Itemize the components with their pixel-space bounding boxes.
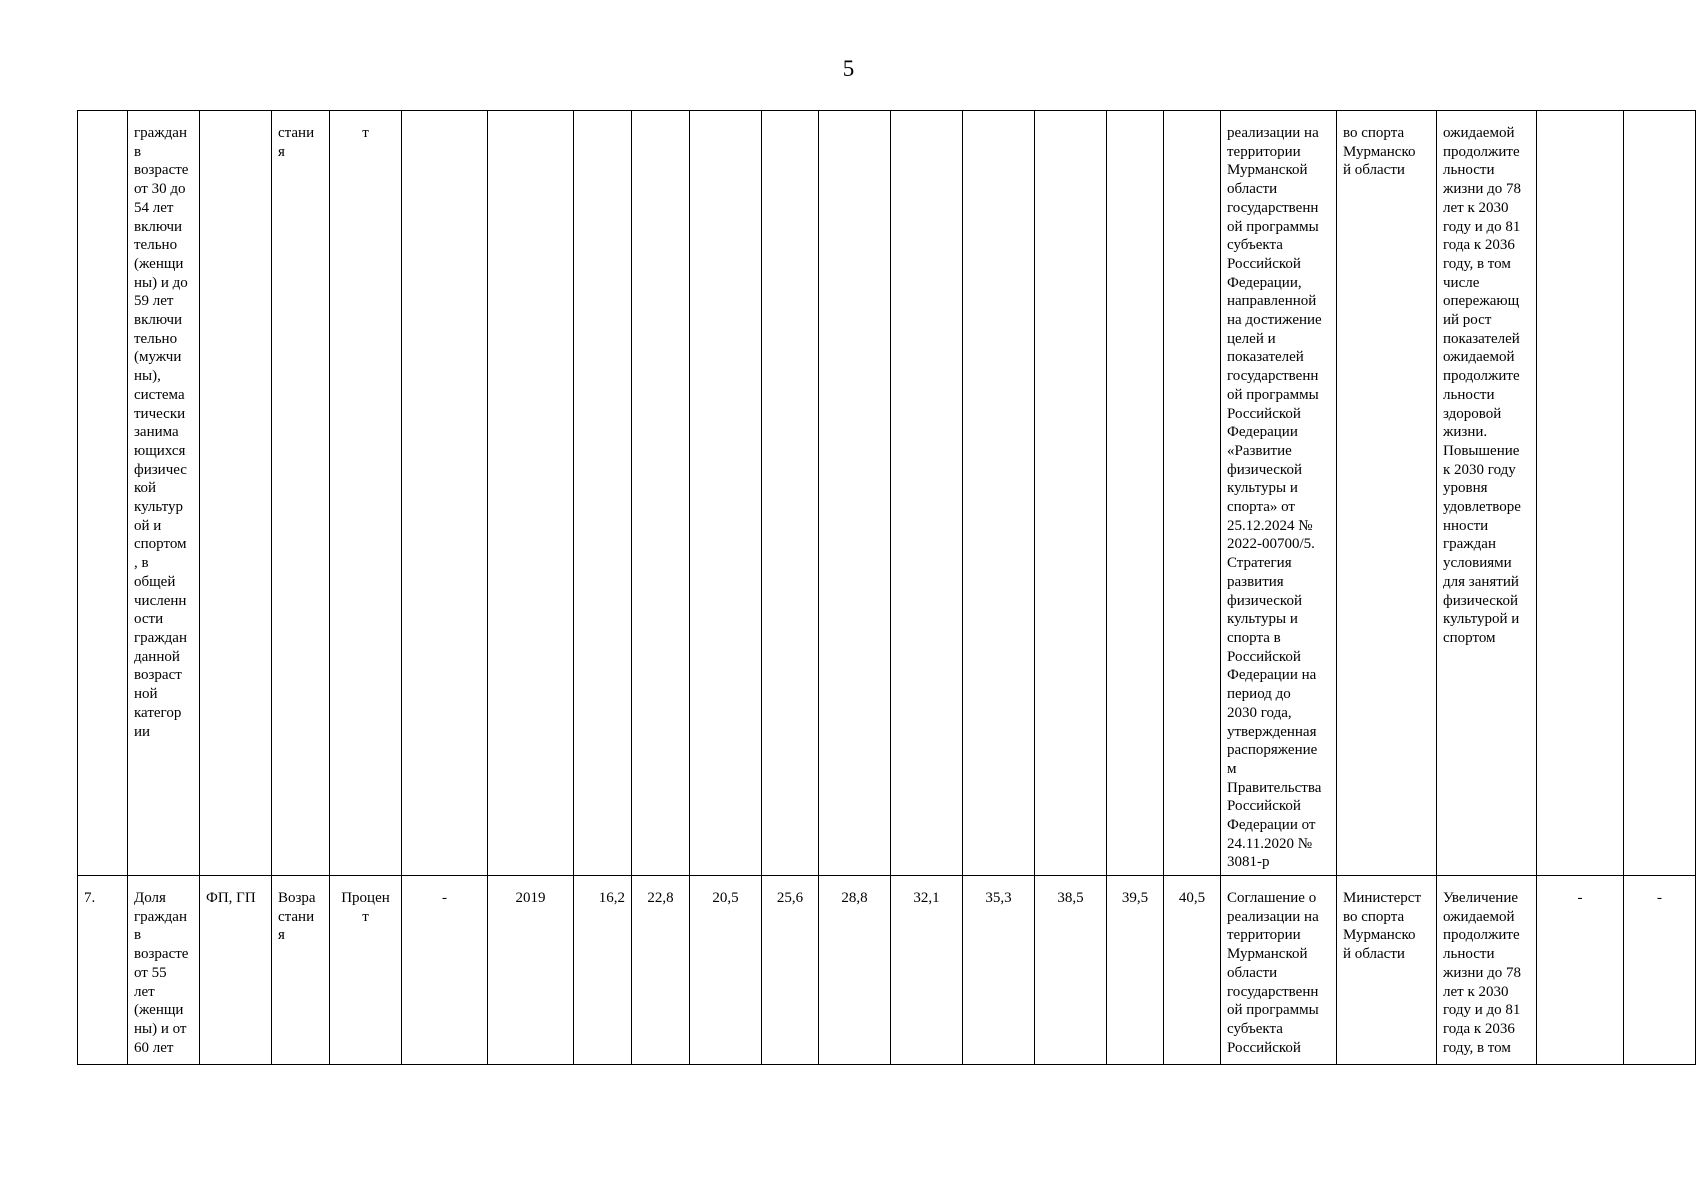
cell-value: 20,5 <box>690 876 762 1065</box>
cell-value: 22,8 <box>632 876 690 1065</box>
cell-document: реализации на территории Мурманской области государственн ой программы субъекта Российской Федерации, направленной на достижение целей и показателей государственн ой программы Российской Федерации «Развитие физической культуры и спорта» от 25.12.2024 № 2022-00700/5. Стратегия развития физической культуры и спорта в Российской Федерации на период до 2030 года, утвержденная распоряжение м Правительства Российской Федерации от 24.11.2020 № 3081-р <box>1221 111 1337 876</box>
cell-num <box>78 111 128 876</box>
cell-value: 39,5 <box>1107 876 1164 1065</box>
cell-value <box>1164 111 1221 876</box>
cell-value <box>1107 111 1164 876</box>
cell-level <box>200 111 272 876</box>
cell-okei <box>402 111 488 876</box>
cell-value: 35,3 <box>963 876 1035 1065</box>
cell-trend: Возра стани я <box>272 876 330 1065</box>
cell-extra: - <box>1624 876 1696 1065</box>
cell-name: Доля граждан в возрасте от 55 лет (женщи ны) и от 60 лет <box>128 876 200 1065</box>
cell-value <box>690 111 762 876</box>
cell-value <box>1035 111 1107 876</box>
cell-value <box>819 111 891 876</box>
cell-level: ФП, ГП <box>200 876 272 1065</box>
cell-document: Соглашение о реализации на территории Мурманской области государственн ой программы субъекта Российской <box>1221 876 1337 1065</box>
cell-value <box>762 111 819 876</box>
cell-unit: т <box>330 111 402 876</box>
cell-trend: стани я <box>272 111 330 876</box>
cell-value <box>963 111 1035 876</box>
table-row <box>78 111 1696 876</box>
cell-value: 38,5 <box>1035 876 1107 1065</box>
cell-value <box>891 111 963 876</box>
cell-link: Увеличение ожидаемой продолжите льности жизни до 78 лет к 2030 году и до 81 года к 2036 году, в том <box>1437 876 1537 1065</box>
cell-okei: - <box>402 876 488 1065</box>
cell-base-value: 16,2 <box>574 876 632 1065</box>
table-row <box>78 876 1696 1065</box>
cell-value: 32,1 <box>891 876 963 1065</box>
cell-unit: Процен т <box>330 876 402 1065</box>
cell-responsible: Министерст во спорта Мурманско й области <box>1337 876 1437 1065</box>
cell-num: 7. <box>78 876 128 1065</box>
cell-name: граждан в возрасте от 30 до 54 лет включи тельно (женщи ны) и до 59 лет включи тельно (мужчи ны), система тически занима ющихся физичес кой культур ой и спортом , в общей численн ости граждан данной возраст ной категор ии <box>128 111 200 876</box>
indicators-table <box>77 110 1696 1065</box>
cell-extra: - <box>1537 876 1624 1065</box>
cell-link: ожидаемой продолжите льности жизни до 78 лет к 2030 году и до 81 года к 2036 году, в том числе опережающ ий рост показателей ожидаемой продолжите льности здоровой жизни. Повышение к 2030 году уровня удовлетворе нности граждан условиями для занятий физической культурой и спортом <box>1437 111 1537 876</box>
cell-value <box>632 111 690 876</box>
cell-value: 28,8 <box>819 876 891 1065</box>
cell-extra <box>1624 111 1696 876</box>
cell-responsible: во спорта Мурманско й области <box>1337 111 1437 876</box>
cell-extra <box>1537 111 1624 876</box>
cell-value: 40,5 <box>1164 876 1221 1065</box>
cell-base-year: 2019 <box>488 876 574 1065</box>
cell-base-value <box>574 111 632 876</box>
page-number: 5 <box>842 56 855 81</box>
cell-value: 25,6 <box>762 876 819 1065</box>
cell-base-year <box>488 111 574 876</box>
